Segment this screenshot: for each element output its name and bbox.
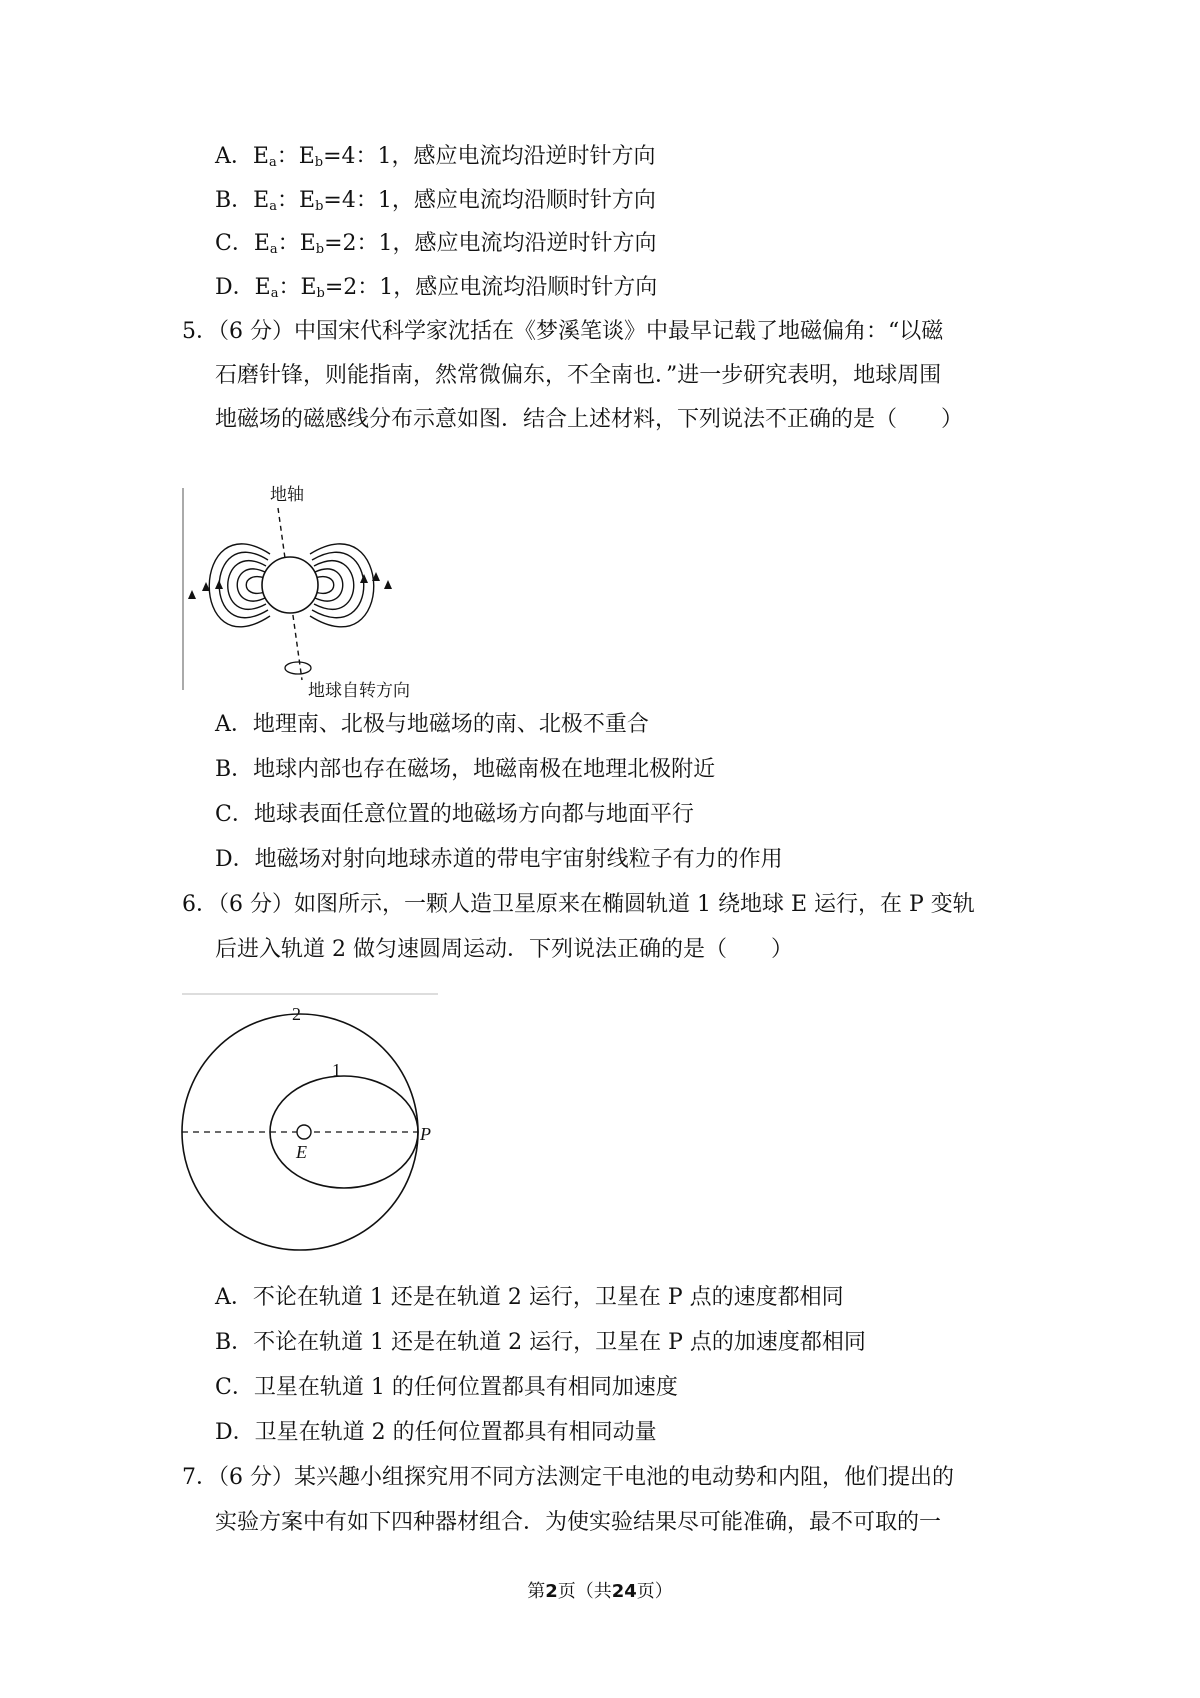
current-page-number: 2 — [545, 1581, 558, 1602]
q6-stem-line-2: 后进入轨道 2 做匀速圆周运动．下列说法正确的是（ ） — [215, 937, 793, 962]
q6-option-a: A．不论在轨道 1 还是在轨道 2 运行，卫星在 P 点的速度都相同 — [215, 1285, 844, 1310]
point-p-label: P — [420, 1124, 431, 1144]
q6-option-d: D．卫星在轨道 2 的任何位置都具有相同动量 — [215, 1420, 657, 1445]
orbit-figure — [180, 990, 450, 1270]
q5-stem-line-1: 5．（6 分）中国宋代科学家沈括在《梦溪笔谈》中最早记载了地磁偏角：“以磁 — [182, 319, 944, 344]
q4-option-a: A．$E_a$：$E_b=4$：1，感应电流均沿逆时针方向 — [215, 144, 656, 170]
geomagnetic-field-figure — [180, 480, 440, 700]
q6-option-b: B．不论在轨道 1 还是在轨道 2 运行，卫星在 P 点的加速度都相同 — [215, 1330, 866, 1355]
q6-stem-line-1: 6．（6 分）如图所示，一颗人造卫星原来在椭圆轨道 1 绕地球 E 运行，在 P 变轨 — [182, 892, 975, 917]
q7-stem-line-2: 实验方案中有如下四种器材组合．为使实验结果尽可能准确，最不可取的一 — [215, 1510, 942, 1535]
earth-e-circle — [297, 1125, 311, 1139]
q5-stem-line-2: 石磨针锋，则能指南，然常微偏东，不全南也．”进一步研究表明，地球周围 — [215, 363, 942, 388]
geomagnetic-field-diagram — [180, 480, 440, 700]
earth-e-label: E — [296, 1142, 307, 1162]
rotation-direction-label: 地球自转方向 — [308, 681, 410, 700]
page-footer: 第2页（共24页） — [527, 1581, 673, 1602]
q6-option-c: C．卫星在轨道 1 的任何位置都具有相同加速度 — [215, 1375, 678, 1400]
q5-option-d: D．地磁场对射向地球赤道的带电宇宙射线粒子有力的作用 — [215, 847, 783, 872]
earth-axis-label: 地轴 — [270, 485, 304, 505]
field-lines-right — [310, 544, 374, 627]
q4-option-b: B．$E_a$：$E_b=4$：1，感应电流均沿顺时针方向 — [215, 188, 656, 214]
earth-circle — [262, 557, 318, 613]
total-pages: 24 — [611, 1581, 637, 1602]
q4-option-d: D．$E_a$：$E_b=2$：1，感应电流均沿顺时针方向 — [215, 275, 658, 301]
q5-stem-line-3: 地磁场的磁感线分布示意如图．结合上述材料，下列说法不正确的是（ ） — [215, 407, 964, 432]
orbit-1-label: 1 — [332, 1060, 341, 1080]
orbit-diagram — [180, 990, 450, 1270]
q4-option-c: C．$E_a$：$E_b=2$：1，感应电流均沿逆时针方向 — [215, 231, 657, 257]
q5-option-b: B．地球内部也存在磁场，地磁南极在地理北极附近 — [215, 757, 716, 782]
q7-stem-line-1: 7．（6 分）某兴趣小组探究用不同方法测定干电池的电动势和内阻，他们提出的 — [182, 1465, 954, 1490]
q5-option-c: C．地球表面任意位置的地磁场方向都与地面平行 — [215, 802, 694, 827]
rotation-ellipse — [285, 662, 311, 674]
orbit-2-label: 2 — [292, 1004, 301, 1024]
q5-option-a: A．地理南、北极与地磁场的南、北极不重合 — [215, 712, 649, 737]
